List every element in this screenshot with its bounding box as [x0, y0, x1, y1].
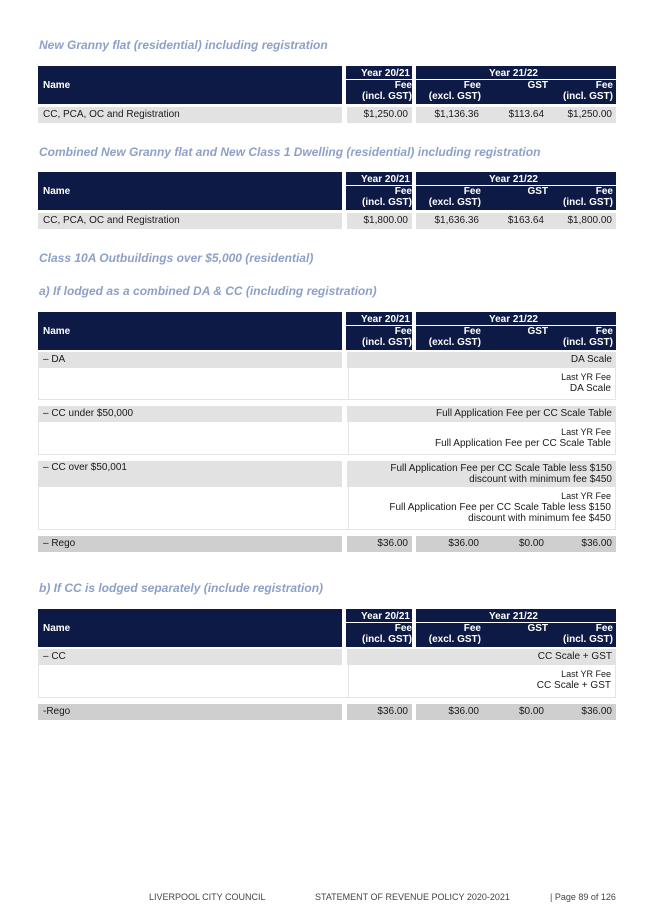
fee-incl-header: Fee	[595, 186, 613, 197]
last-year-block	[38, 422, 616, 455]
fee-table-class-10a-cc-separate	[38, 609, 616, 720]
incl-gst-prev: (incl. GST)	[362, 91, 412, 102]
year-curr-header: Year 21/22	[489, 174, 538, 185]
fee-excl: $36.00	[416, 536, 483, 552]
footer-page-number: | Page 89 of 126	[550, 892, 616, 902]
excl-gst-label: (excl. GST)	[428, 91, 481, 102]
table-row-rego	[38, 704, 616, 720]
fee-incl-header: Fee	[595, 623, 613, 634]
fee-table-class-10a-combined	[38, 312, 616, 552]
table-row-cc-under	[38, 406, 616, 422]
gst-header: GST	[527, 623, 548, 634]
fee-prev-header: Fee	[394, 186, 412, 197]
fee-prev-header: Fee	[394, 326, 412, 337]
incl-gst-prev: (incl. GST)	[362, 337, 412, 348]
prev-fee: $36.00	[347, 704, 412, 720]
fee-incl: $1,800.00	[548, 213, 616, 229]
table-row-da	[38, 352, 616, 368]
prev-fee: $36.00	[347, 536, 412, 552]
fee-excl-header: Fee	[463, 186, 481, 197]
last-yr-label: Last YR Fee	[561, 427, 611, 437]
incl-gst-label: (incl. GST)	[563, 634, 613, 645]
footer-org: LIVERPOOL CITY COUNCIL	[149, 892, 266, 902]
last-yr-label: Last YR Fee	[561, 372, 611, 382]
table-row	[38, 213, 616, 229]
gst-value: $113.64	[483, 107, 548, 123]
fee-table-granny-flat	[38, 66, 616, 123]
last-year-block	[38, 487, 616, 530]
col-name-header: Name	[43, 623, 71, 634]
fee-value: DA Scale	[347, 352, 616, 368]
last-yr-value-line2: discount with minimum fee $450	[468, 513, 611, 524]
year-curr-header: Year 21/22	[489, 611, 538, 622]
table-row-rego	[38, 536, 616, 552]
fee-excl-header: Fee	[463, 326, 481, 337]
fee-value-line1: Full Application Fee per CC Scale Table less $150	[390, 463, 612, 474]
excl-gst-label: (excl. GST)	[428, 197, 481, 208]
last-yr-label: Last YR Fee	[561, 669, 611, 679]
year-prev-header: Year 20/21	[361, 611, 410, 622]
row-name: CC, PCA, OC and Registration	[38, 107, 342, 123]
row-name: – CC	[38, 649, 342, 665]
fee-excl: $1,136.36	[416, 107, 483, 123]
gst-header: GST	[527, 80, 548, 91]
fee-excl-header: Fee	[463, 623, 481, 634]
gst-header: GST	[527, 186, 548, 197]
row-name: – DA	[38, 352, 342, 368]
last-year-block	[38, 368, 616, 400]
table-row	[38, 107, 616, 123]
year-curr-header: Year 21/22	[489, 68, 538, 79]
gst-header: GST	[527, 326, 548, 337]
last-yr-value-line1: Full Application Fee per CC Scale Table less $150	[389, 502, 611, 513]
subsection-heading-cc-separate: b) If CC is lodged separately (include registration)	[39, 581, 324, 595]
subsection-heading-combined-da-cc: a) If lodged as a combined DA & CC (including registration)	[39, 284, 377, 298]
table-header	[38, 66, 616, 104]
incl-gst-label: (incl. GST)	[563, 337, 613, 348]
row-name: -Rego	[38, 704, 342, 720]
prev-fee: $1,800.00	[347, 213, 412, 229]
fee-incl: $36.00	[548, 536, 616, 552]
fee-excl-header: Fee	[463, 80, 481, 91]
incl-gst-label: (incl. GST)	[563, 197, 613, 208]
fee-excl: $1,636.36	[416, 213, 483, 229]
year-prev-header: Year 20/21	[361, 314, 410, 325]
fee-value	[347, 461, 616, 487]
prev-fee: $1,250.00	[347, 107, 412, 123]
incl-gst-prev: (incl. GST)	[362, 197, 412, 208]
fee-incl: $36.00	[548, 704, 616, 720]
last-year-block	[38, 665, 616, 698]
section-heading-class-10a: Class 10A Outbuildings over $5,000 (residential)	[39, 251, 314, 265]
fee-incl-header: Fee	[595, 326, 613, 337]
gst-value: $0.00	[483, 704, 548, 720]
row-name: – Rego	[38, 536, 342, 552]
incl-gst-label: (incl. GST)	[563, 91, 613, 102]
section-heading-granny-flat: New Granny flat (residential) including registration	[39, 38, 328, 52]
incl-gst-prev: (incl. GST)	[362, 634, 412, 645]
fee-prev-header: Fee	[394, 80, 412, 91]
fee-value-line2: discount with minimum fee $450	[469, 474, 612, 485]
fee-incl: $1,250.00	[548, 107, 616, 123]
footer-doc-title: STATEMENT OF REVENUE POLICY 2020-2021	[315, 892, 510, 902]
fee-table-combined	[38, 172, 616, 229]
section-heading-combined: Combined New Granny flat and New Class 1 Dwelling (residential) including registration	[39, 145, 541, 159]
last-yr-value: CC Scale + GST	[536, 680, 611, 691]
row-name: – CC under $50,000	[38, 406, 342, 422]
fee-value: Full Application Fee per CC Scale Table	[347, 406, 616, 422]
fee-incl-header: Fee	[595, 80, 613, 91]
gst-value: $163.64	[483, 213, 548, 229]
fee-excl: $36.00	[416, 704, 483, 720]
col-name-header: Name	[43, 80, 71, 91]
year-prev-header: Year 20/21	[361, 68, 410, 79]
table-header	[38, 312, 616, 350]
table-row-cc	[38, 649, 616, 665]
table-row-cc-over	[38, 461, 616, 487]
col-name-header: Name	[43, 326, 71, 337]
gst-value: $0.00	[483, 536, 548, 552]
year-curr-header: Year 21/22	[489, 314, 538, 325]
last-yr-value: Full Application Fee per CC Scale Table	[434, 438, 611, 449]
col-name-header: Name	[43, 186, 71, 197]
excl-gst-label: (excl. GST)	[428, 634, 481, 645]
row-name: CC, PCA, OC and Registration	[38, 213, 342, 229]
year-prev-header: Year 20/21	[361, 174, 410, 185]
table-header	[38, 609, 616, 647]
fee-prev-header: Fee	[394, 623, 412, 634]
row-name: – CC over $50,001	[38, 461, 342, 487]
last-yr-label: Last YR Fee	[561, 491, 611, 501]
last-yr-value: DA Scale	[569, 383, 611, 394]
table-header	[38, 172, 616, 210]
fee-value: CC Scale + GST	[347, 649, 616, 665]
excl-gst-label: (excl. GST)	[428, 337, 481, 348]
